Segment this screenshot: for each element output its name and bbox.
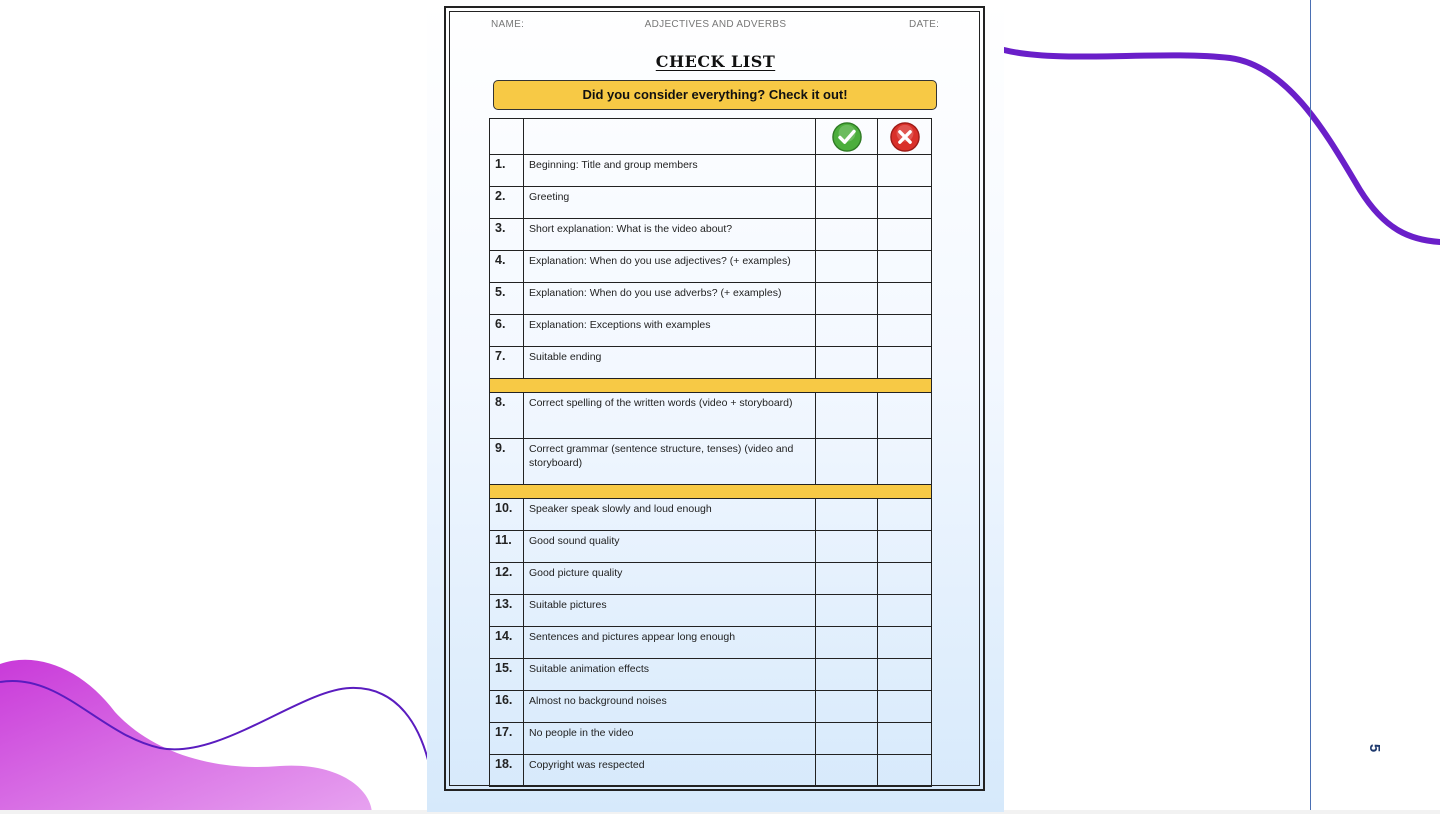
not-done-checkbox-cell[interactable] bbox=[878, 595, 932, 627]
item-number: 8. bbox=[490, 393, 524, 439]
done-checkbox-cell[interactable] bbox=[816, 499, 878, 531]
not-done-column-header bbox=[878, 119, 932, 155]
item-text: Suitable ending bbox=[524, 347, 816, 379]
item-text: Correct spelling of the written words (video + storyboard) bbox=[524, 393, 816, 439]
not-done-checkbox-cell[interactable] bbox=[878, 347, 932, 379]
checklist-row bbox=[490, 627, 932, 659]
done-checkbox-cell[interactable] bbox=[816, 659, 878, 691]
item-text: Suitable pictures bbox=[524, 595, 816, 627]
item-number: 3. bbox=[490, 219, 524, 251]
done-checkbox-cell[interactable] bbox=[816, 755, 878, 787]
done-checkbox-cell[interactable] bbox=[816, 627, 878, 659]
checklist-row bbox=[490, 251, 932, 283]
checklist-row bbox=[490, 563, 932, 595]
item-number: 18. bbox=[490, 755, 524, 787]
section-separator bbox=[490, 485, 932, 499]
done-column-header bbox=[816, 119, 878, 155]
item-text: Copyright was respected bbox=[524, 755, 816, 787]
checklist-row bbox=[490, 315, 932, 347]
not-done-checkbox-cell[interactable] bbox=[878, 187, 932, 219]
item-text: Suitable animation effects bbox=[524, 659, 816, 691]
checklist-row bbox=[490, 439, 932, 485]
checklist-row bbox=[490, 283, 932, 315]
item-text: Good sound quality bbox=[524, 531, 816, 563]
not-done-checkbox-cell[interactable] bbox=[878, 531, 932, 563]
red-x-icon bbox=[890, 122, 920, 152]
checklist-row bbox=[490, 691, 932, 723]
item-text: Short explanation: What is the video about? bbox=[524, 219, 816, 251]
item-number: 10. bbox=[490, 499, 524, 531]
item-number: 14. bbox=[490, 627, 524, 659]
done-checkbox-cell[interactable] bbox=[816, 723, 878, 755]
page-number: 5 bbox=[1366, 743, 1383, 753]
not-done-checkbox-cell[interactable] bbox=[878, 499, 932, 531]
done-checkbox-cell[interactable] bbox=[816, 563, 878, 595]
not-done-checkbox-cell[interactable] bbox=[878, 723, 932, 755]
item-text: Explanation: Exceptions with examples bbox=[524, 315, 816, 347]
item-text: Speaker speak slowly and loud enough bbox=[524, 499, 816, 531]
not-done-checkbox-cell[interactable] bbox=[878, 755, 932, 787]
done-checkbox-cell[interactable] bbox=[816, 315, 878, 347]
checklist-row bbox=[490, 155, 932, 187]
slide-vertical-divider bbox=[1310, 0, 1311, 810]
done-checkbox-cell[interactable] bbox=[816, 155, 878, 187]
not-done-checkbox-cell[interactable] bbox=[878, 563, 932, 595]
item-number: 1. bbox=[490, 155, 524, 187]
not-done-checkbox-cell[interactable] bbox=[878, 393, 932, 439]
not-done-checkbox-cell[interactable] bbox=[878, 155, 932, 187]
checklist-row bbox=[490, 499, 932, 531]
item-number: 2. bbox=[490, 187, 524, 219]
not-done-checkbox-cell[interactable] bbox=[878, 691, 932, 723]
item-number: 9. bbox=[490, 439, 524, 485]
item-number: 17. bbox=[490, 723, 524, 755]
item-text: Correct grammar (sentence structure, tenses) (video and storyboard) bbox=[524, 439, 816, 485]
checklist-table bbox=[489, 118, 932, 787]
topic-label: ADJECTIVES AND ADVERBS bbox=[644, 19, 787, 30]
item-text: Explanation: When do you use adjectives? (+ examples) bbox=[524, 251, 816, 283]
done-checkbox-cell[interactable] bbox=[816, 595, 878, 627]
done-checkbox-cell[interactable] bbox=[816, 251, 878, 283]
checklist-row bbox=[490, 531, 932, 563]
item-number: 15. bbox=[490, 659, 524, 691]
done-checkbox-cell[interactable] bbox=[816, 393, 878, 439]
item-text: No people in the video bbox=[524, 723, 816, 755]
not-done-checkbox-cell[interactable] bbox=[878, 627, 932, 659]
not-done-checkbox-cell[interactable] bbox=[878, 251, 932, 283]
checklist-row bbox=[490, 723, 932, 755]
done-checkbox-cell[interactable] bbox=[816, 283, 878, 315]
item-number: 4. bbox=[490, 251, 524, 283]
item-text: Sentences and pictures appear long enough bbox=[524, 627, 816, 659]
table-header-row bbox=[490, 119, 932, 155]
checklist-row bbox=[490, 393, 932, 439]
not-done-checkbox-cell[interactable] bbox=[878, 283, 932, 315]
checklist-row bbox=[490, 659, 932, 691]
done-checkbox-cell[interactable] bbox=[816, 219, 878, 251]
magenta-blob-shape bbox=[0, 660, 372, 814]
item-text: Good picture quality bbox=[524, 563, 816, 595]
item-text: Beginning: Title and group members bbox=[524, 155, 816, 187]
checklist-row bbox=[490, 187, 932, 219]
item-number: 6. bbox=[490, 315, 524, 347]
item-text: Explanation: When do you use adverbs? (+ examples) bbox=[524, 283, 816, 315]
item-number: 7. bbox=[490, 347, 524, 379]
section-separator bbox=[490, 379, 932, 393]
checklist-worksheet bbox=[427, 0, 1004, 812]
not-done-checkbox-cell[interactable] bbox=[878, 315, 932, 347]
checklist-row bbox=[490, 219, 932, 251]
item-text: Greeting bbox=[524, 187, 816, 219]
name-label: NAME: bbox=[491, 19, 525, 30]
done-checkbox-cell[interactable] bbox=[816, 347, 878, 379]
item-number: 11. bbox=[490, 531, 524, 563]
worksheet-title: CHECK LIST bbox=[655, 52, 776, 71]
checklist-row bbox=[490, 347, 932, 379]
done-checkbox-cell[interactable] bbox=[816, 439, 878, 485]
not-done-checkbox-cell[interactable] bbox=[878, 439, 932, 485]
purple-wave-line-top bbox=[1004, 50, 1440, 242]
item-number: 16. bbox=[490, 691, 524, 723]
date-label: DATE: bbox=[909, 19, 940, 30]
not-done-checkbox-cell[interactable] bbox=[878, 219, 932, 251]
instruction-banner: Did you consider everything? Check it out! bbox=[493, 80, 937, 110]
checklist-row bbox=[490, 595, 932, 627]
checklist-row bbox=[490, 755, 932, 787]
item-text: Almost no background noises bbox=[524, 691, 816, 723]
not-done-checkbox-cell[interactable] bbox=[878, 659, 932, 691]
done-checkbox-cell[interactable] bbox=[816, 531, 878, 563]
item-number: 5. bbox=[490, 283, 524, 315]
item-number: 12. bbox=[490, 563, 524, 595]
item-number: 13. bbox=[490, 595, 524, 627]
done-checkbox-cell[interactable] bbox=[816, 187, 878, 219]
done-checkbox-cell[interactable] bbox=[816, 691, 878, 723]
green-check-icon bbox=[832, 122, 862, 152]
